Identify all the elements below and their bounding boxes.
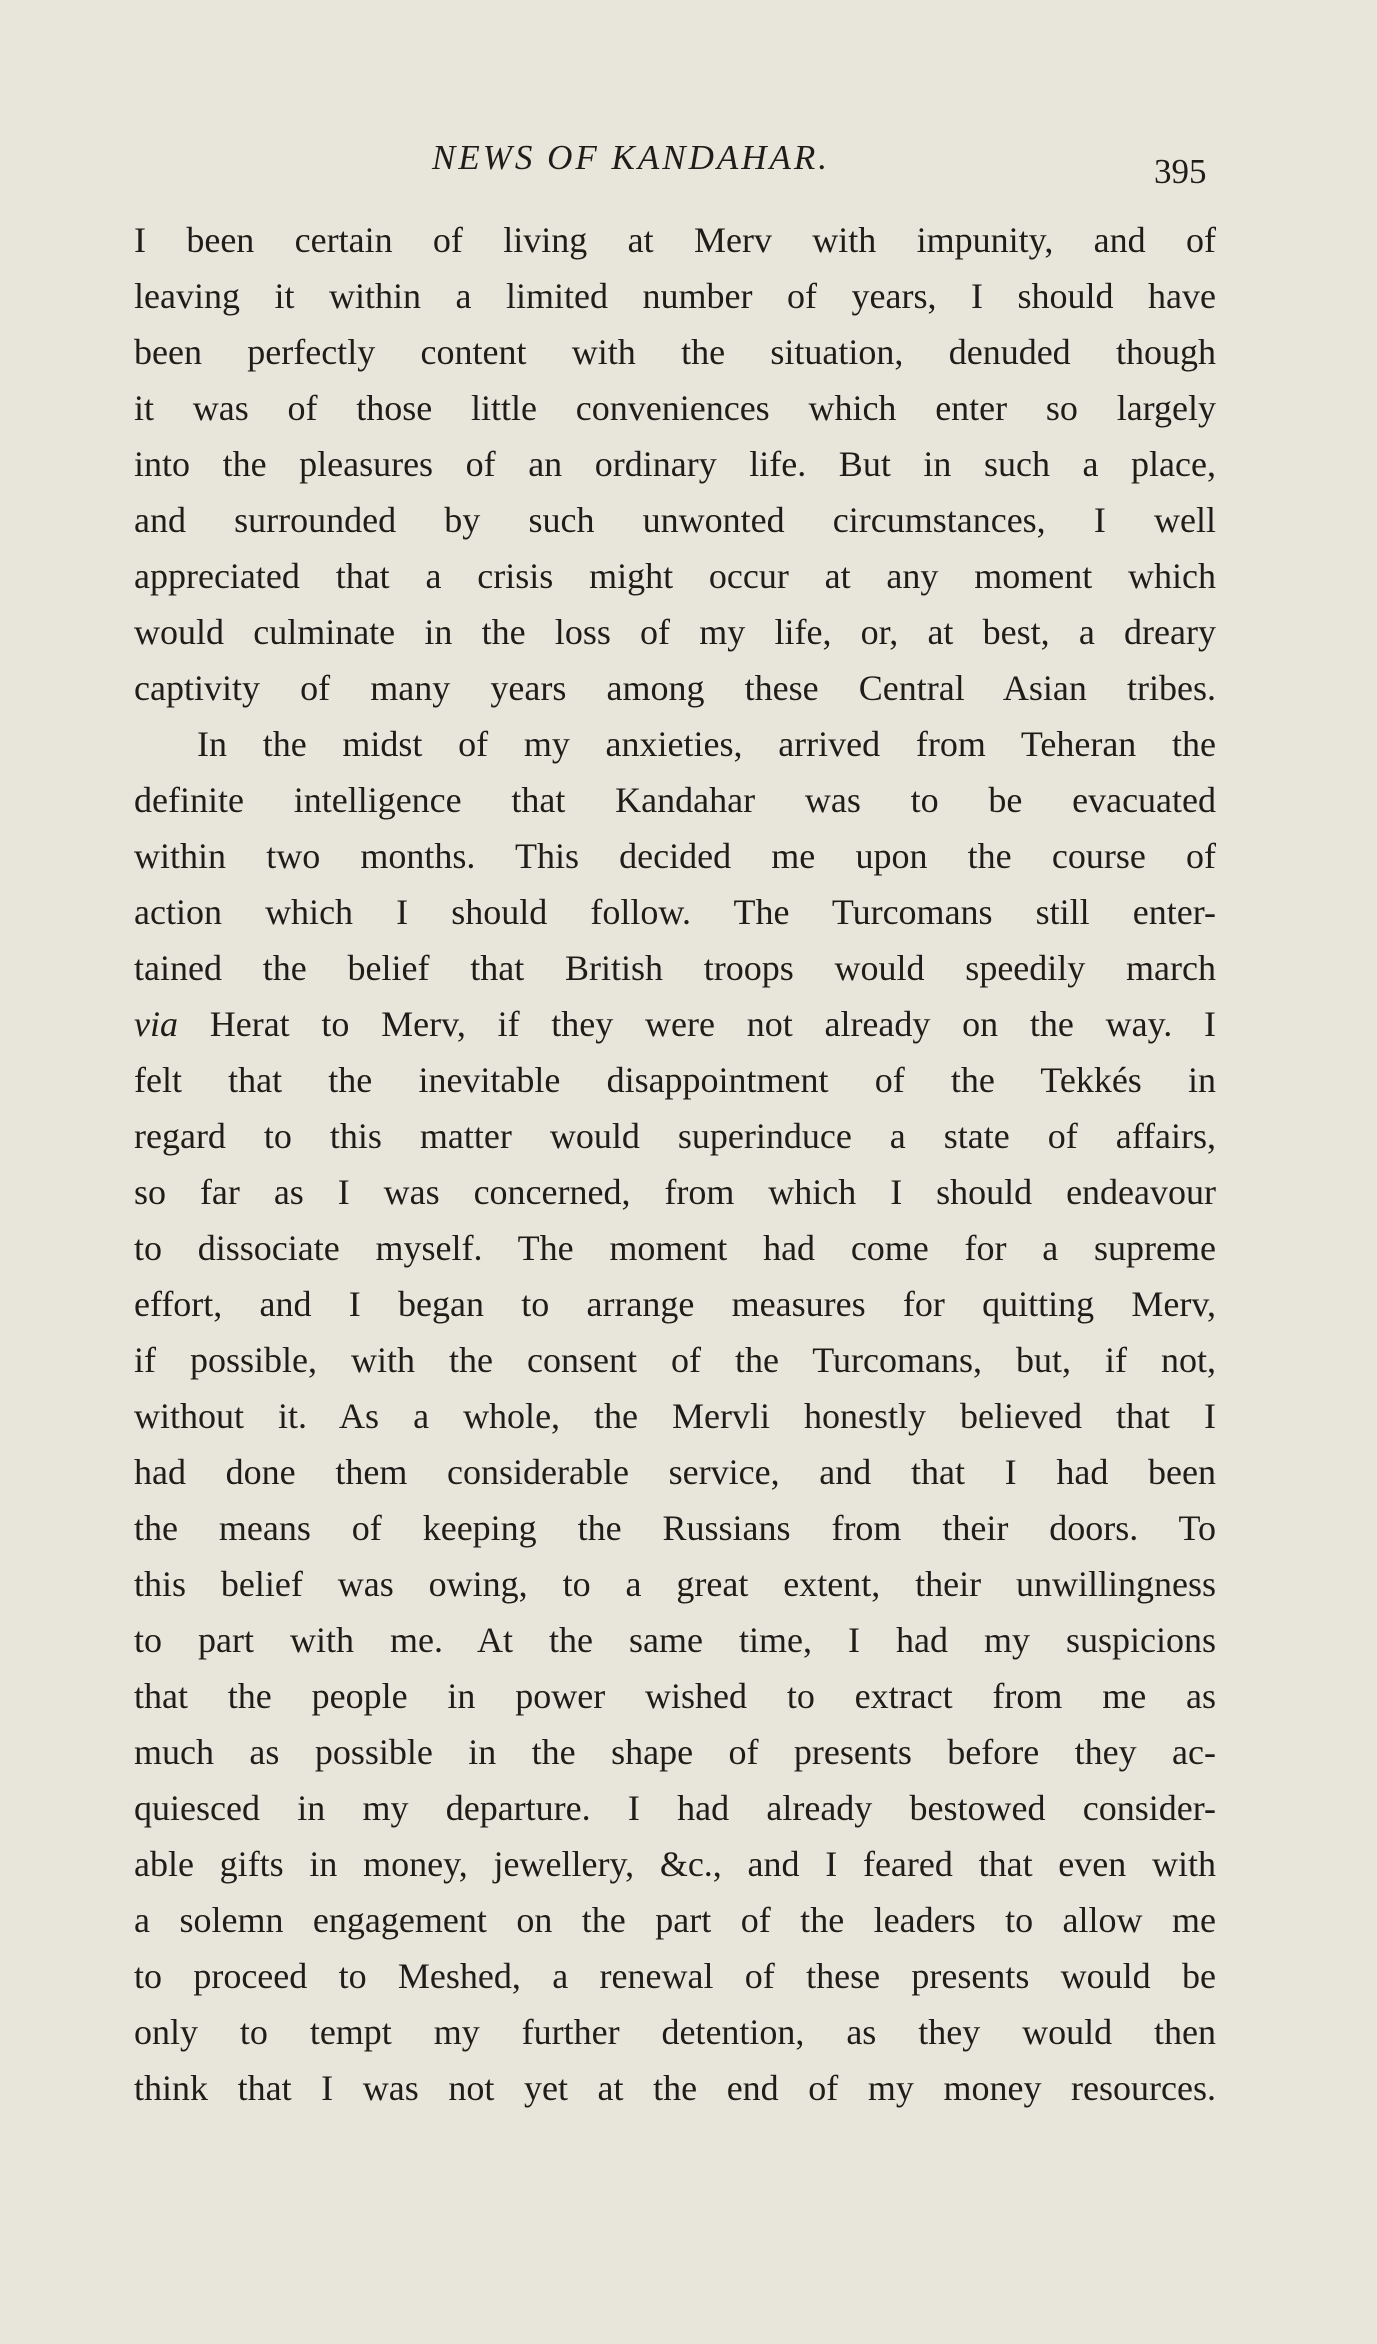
body-text xyxy=(134,212,1216,2116)
text-line: definite intelligence that Kandahar was to be evacuated xyxy=(134,780,1216,820)
text-line: leaving it within a limited number of years, I should have xyxy=(134,276,1216,316)
text-line: had done them considerable service, and that I had been xyxy=(134,1452,1216,1492)
text-line: think that I was not yet at the end of my money resources. xyxy=(134,2068,1216,2108)
text-line: within two months. This decided me upon the course of xyxy=(134,836,1216,876)
text-line: I been certain of living at Merv with impunity, and of xyxy=(134,220,1216,260)
text-line: would culminate in the loss of my life, or, at best, a dreary xyxy=(134,612,1216,652)
text-line: much as possible in the shape of presents before they ac- xyxy=(134,1732,1216,1772)
text-line: to dissociate myself. The moment had come for a supreme xyxy=(134,1228,1216,1268)
text-line: if possible, with the consent of the Turcomans, but, if not, xyxy=(134,1340,1216,1380)
line-remainder: Herat to Merv, if they were not already on the way. I xyxy=(209,1004,1216,1044)
text-line: In the midst of my anxieties, arrived from Teheran the xyxy=(197,724,1216,764)
text-line: tained the belief that British troops would speedily march xyxy=(134,948,1216,988)
text-line: quiesced in my departure. I had already bestowed consider- xyxy=(134,1788,1216,1828)
text-line: appreciated that a crisis might occur at any moment which xyxy=(134,556,1216,596)
text-line: to proceed to Meshed, a renewal of these presents would be xyxy=(134,1956,1216,1996)
italic-word: via xyxy=(134,1004,178,1044)
text-line: to part with me. At the same time, I had my suspicions xyxy=(134,1620,1216,1660)
text-line: it was of those little conveniences which enter so largely xyxy=(134,388,1216,428)
text-line: this belief was owing, to a great extent, their unwillingness xyxy=(134,1564,1216,1604)
text-line: the means of keeping the Russians from their doors. To xyxy=(134,1508,1216,1548)
text-line-with-italic xyxy=(134,996,1216,1052)
text-line: action which I should follow. The Turcomans still enter- xyxy=(134,892,1216,932)
text-line: regard to this matter would superinduce a state of affairs, xyxy=(134,1116,1216,1156)
paragraph-1 xyxy=(134,212,1216,716)
running-head: NEWS OF KANDAHAR. xyxy=(432,138,831,177)
text-line: only to tempt my further detention, as they would then xyxy=(134,2012,1216,2052)
text-line: captivity of many years among these Central Asian tribes. xyxy=(134,668,1216,708)
text-line: without it. As a whole, the Mervli honestly believed that I xyxy=(134,1396,1216,1436)
text-line: that the people in power wished to extract from me as xyxy=(134,1676,1216,1716)
page-header xyxy=(0,138,1377,191)
text-line: a solemn engagement on the part of the leaders to allow me xyxy=(134,1900,1216,1940)
text-line: effort, and I began to arrange measures for quitting Merv, xyxy=(134,1284,1216,1324)
text-line: so far as I was concerned, from which I should endeavour xyxy=(134,1172,1216,1212)
text-line: into the pleasures of an ordinary life. But in such a place, xyxy=(134,444,1216,484)
text-line: and surrounded by such unwonted circumstances, I well xyxy=(134,500,1216,540)
text-line: been perfectly content with the situation, denuded though xyxy=(134,332,1216,372)
paragraph-2 xyxy=(134,716,1216,2116)
page-number: 395 xyxy=(1154,152,1207,191)
text-line: felt that the inevitable disappointment of the Tekkés in xyxy=(134,1060,1216,1100)
text-line: able gifts in money, jewellery, &c., and I feared that even with xyxy=(134,1844,1216,1884)
